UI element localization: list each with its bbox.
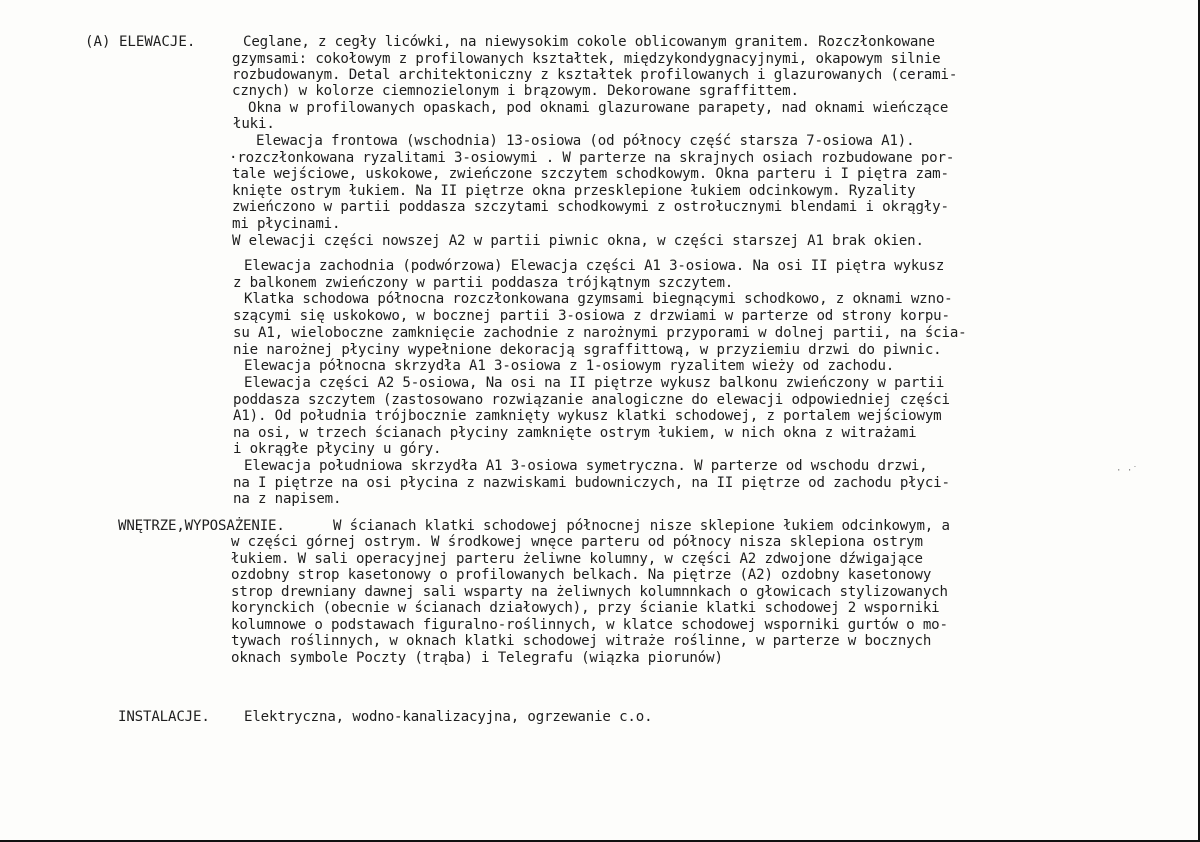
text-line: su A1, wieloboczne zamknięcie zachodnie z narożnymi przyporami w dolnej partii, na ścia- [233,325,967,341]
text-line: Elewacja zachodnia (podwórzowa) Elewacja części A1 3-osiowa. Na osi II piętra wykusz [244,258,945,274]
text-line: rozbudowanym. Detal architektoniczny z kształtek profilowanych i glazurowanych (cerami- [232,67,958,83]
text-line: zwieńczono w partii poddasza szczytami schodkowymi z ostrołucznymi blendami i okrągły- [232,199,949,215]
text-line: Elewacja części A2 5-osiowa, Na osi na II piętrze wykusz balkonu zwieńczony w partii [244,375,945,391]
text-line: A1). Od południa trójbocznie zamknięty wykusz klatki schodowej, z portalem wejściowym [233,408,942,424]
text-line: w części górnej ostrym. W środkowej wnęce parteru od północy nisza sklepiona ostrym [231,534,923,550]
section-label-wnetrze: WNĘTRZE,WYPOSAŻENIE. [118,518,285,534]
section-label-instalacje: INSTALACJE. [118,709,210,725]
text-line: knięte ostrym łukiem. Na II piętrze okna przesklepione łukiem odcinkowym. Ryzality [232,183,916,199]
text-line: gzymsami: cokołowym z profilowanych kształtek, międzykondygnacyjnymi, okapowym silnie [232,51,941,67]
text-line: poddasza szczytem (zastosowano rozwiązanie analogiczne do elewacji odpowiedniej części [233,392,950,408]
section-label-elewacje: (A) ELEWACJE. [85,34,196,50]
text-line: Okna w profilowanych opaskach, pod oknami glazurowane parapety, nad oknami wieńczące [248,100,949,116]
text-line: Elewacja północna skrzydła A1 3-osiowa z 1-osiowym ryzalitem wieży od zachodu. [244,358,895,374]
text-line: nie narożnej płyciny wypełnione dekoracją sgraffittową, w przyziemiu drzwi do piwnic. [233,342,942,358]
text-line: Ceglane, z cegły licówki, na niewysokim cokole oblicowanym granitem. Rozczłonkowane [243,34,935,50]
text-line: mi płycinami. [232,216,341,232]
text-line: ·rozczłonkowana ryzalitami 3-osiowymi . W parterze na skrajnych osiach rozbudowane por- [229,150,955,166]
text-line: i okrągłe płyciny u góry. [233,441,442,457]
text-line: łuki. [233,116,275,132]
text-line: Elewacja frontowa (wschodnia) 13-osiowa (od północy część starsza 7-osiowa A1). [256,133,915,149]
scan-specks: · ·˙ [1116,466,1138,476]
text-line: kolumnowe o podstawach figuralno-roślinnych, w klatce schodowej wsporniki gurtów o mo- [231,617,948,633]
text-line: na osi, w trzech ścianach płyciny zamknięte ostrym łukiem, w nich okna z witrażami [233,425,917,441]
text-line: na I piętrze na osi płycina z nazwiskami budowniczych, na II piętrze od zachodu płyci- [233,475,950,491]
text-line: W ścianach klatki schodowej północnej nisze sklepione łukiem odcinkowym, a [333,518,950,534]
text-line: z balkonem zwieńczony w partii poddasza trójkątnym szczytem. [233,275,734,291]
text-line: Elewacja południowa skrzydła A1 3-osiowa symetryczna. W parterze od wschodu drzwi, [244,458,928,474]
text-line: tywach roślinnych, w oknach klatki schodowej witraże roślinne, w parterze w bocznych [231,633,932,649]
text-line: korynckich (obecnie w ścianach działowych), przy ścianie klatki schodowej 2 wsporniki [231,600,940,616]
text-line: na z napisem. [233,491,342,507]
text-line: oknach symbole Poczty (trąba) i Telegrafu (wiązka piorunów) [231,650,723,666]
text-line: szącymi się uskokowo, w bocznej partii 3-osiowa z drzwiami w parterze od strony korpu- [233,308,950,324]
text-line: łukiem. W sali operacyjnej parteru żeliwne kolumny, w części A2 zdwojone dźwigające [231,551,923,567]
text-line: tale wejściowe, uskokowe, zwieńczone szczytem schodkowym. Okna parteru i I piętra zam- [232,166,949,182]
text-line: W elewacji części nowszej A2 w partii piwnic okna, w części starszej A1 brak okien. [232,233,924,249]
text-line: strop drewniany dawnej sali wsparty na żeliwnych kolumnnkach o głowicach stylizowanych [231,584,948,600]
text-line: Elektryczna, wodno-kanalizacyjna, ogrzewanie c.o. [244,709,653,725]
text-line: ozdobny strop kasetonowy o profilowanych belkach. Na piętrze (A2) ozdobny kasetonowy [231,567,932,583]
text-line: cznych) w kolorze ciemnozielonym i brązowym. Dekorowane sgraffittem. [232,83,799,99]
text-line: Klatka schodowa północna rozczłonkowana gzymsami biegnącymi schodkowo, z oknami wzno- [244,291,953,307]
